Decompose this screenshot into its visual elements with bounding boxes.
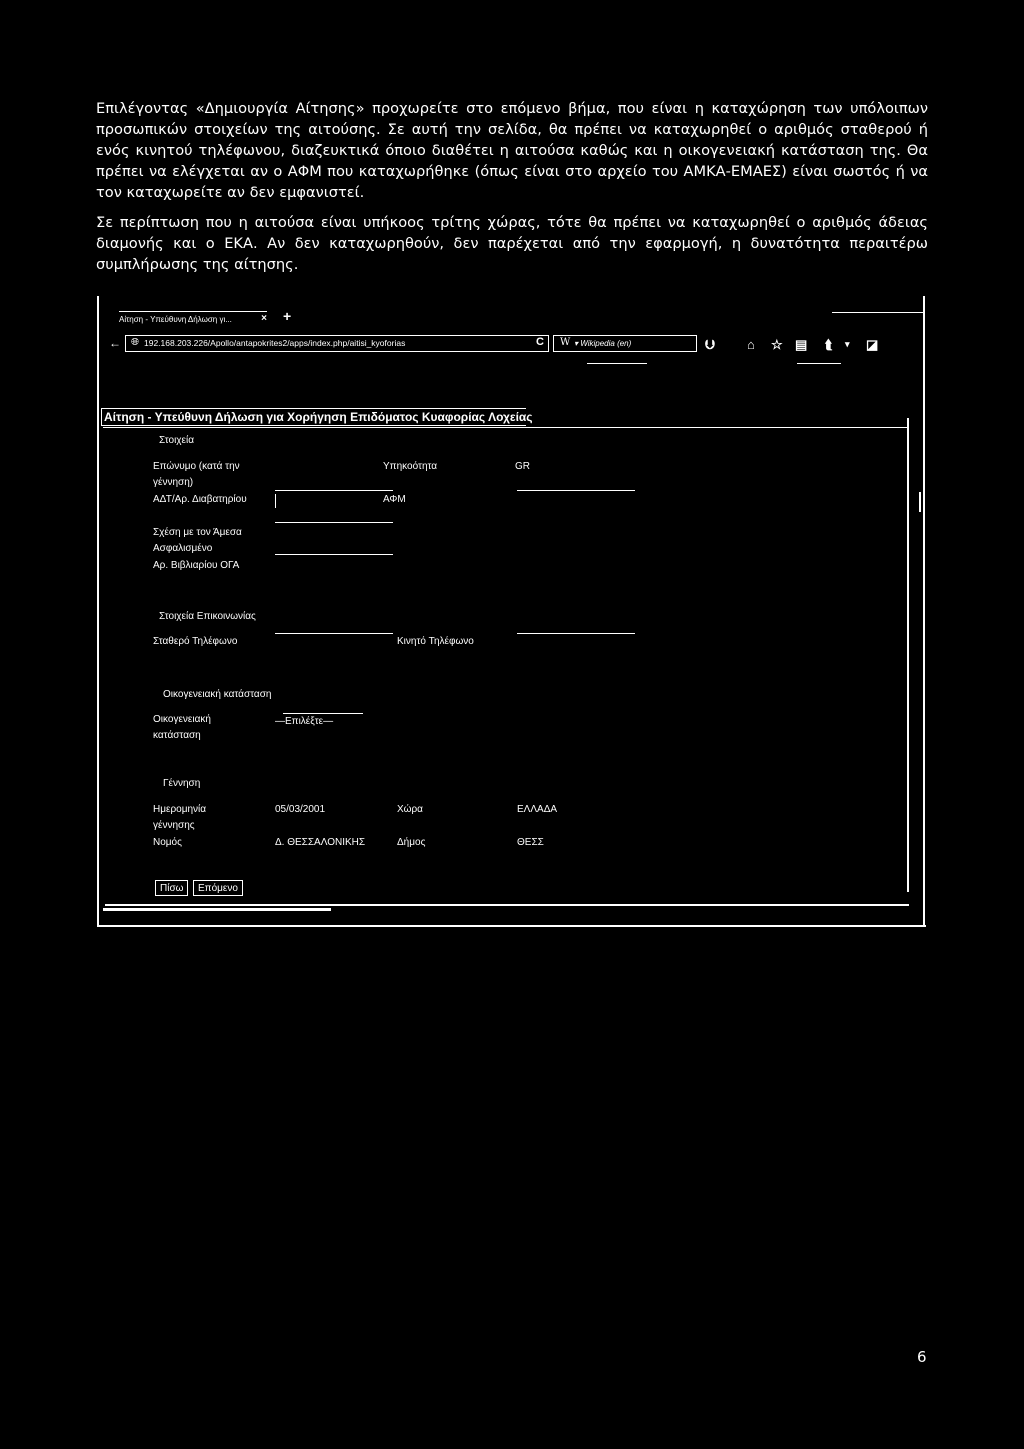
prefecture-value: Δ. ΘΕΣΣΑΛΟΝΙΚΗΣ [275, 837, 366, 848]
download-icon[interactable]: ⮋ [705, 337, 715, 352]
citizenship-label: Υπηκοότητα [383, 461, 438, 472]
home-icon[interactable]: ⌂ [747, 337, 755, 352]
page-title: Αίτηση - Υπεύθυνη Δήλωση για Χορήγηση Επιδόματος Κυαφορίας Λοχείας [101, 408, 526, 426]
prefecture-label: Νομός [153, 837, 182, 848]
relation-select[interactable] [275, 554, 393, 555]
page-number: 6 [917, 1348, 927, 1366]
surname-label: Επώνυμο (κατά την γέννηση) [153, 461, 240, 488]
window-edge-line [832, 312, 924, 313]
citizenship-input[interactable] [517, 490, 635, 491]
country-label: Χώρα [397, 804, 423, 815]
chevron-icon[interactable]: ⮬ [825, 337, 833, 352]
wikipedia-icon: W [560, 337, 571, 348]
menu-icon[interactable]: ◪ [866, 337, 879, 352]
close-tab-icon[interactable]: × [261, 313, 267, 324]
municipality-label: Δήμος [397, 837, 426, 848]
divider [587, 363, 647, 364]
landline-label: Σταθερό Τηλέφωνο [153, 636, 238, 647]
mobile-label: Κινητό Τηλέφωνο [397, 636, 474, 647]
birthdate-value: 05/03/2001 [275, 804, 326, 815]
divider [797, 363, 841, 364]
section-contact: Στοιχεία Επικοινωνίας [159, 611, 256, 622]
mobile-input[interactable] [517, 633, 635, 634]
reload-icon[interactable]: C [536, 336, 544, 348]
content-right-border [907, 418, 909, 892]
third-country-paragraph: Σε περίπτωση που η αιτούσα είναι υπήκοος τρίτης χώρας, τότε θα πρέπει να καταχωρηθεί ο αριθμός άδειας διαμονής και ο ΕΚΑ. Αν δεν καταχωρηθούν, δεν παρέχεται από την εφαρμογή, η δυνατότητα περαιτέρω συμπλήρωσης της αίτησης. [96, 214, 928, 273]
back-icon[interactable]: ← [109, 336, 121, 350]
citizenship-value: GR [515, 461, 530, 472]
next-button[interactable]: Επόμενο [193, 880, 243, 896]
oga-label: Αρ. Βιβλιαρίου ΟΓΑ [153, 560, 240, 571]
adt-input[interactable] [275, 522, 393, 523]
landline-input[interactable] [275, 633, 393, 634]
new-tab-icon[interactable]: + [283, 308, 292, 324]
section-birth: Γέννηση [163, 778, 201, 789]
scroll-indicator [919, 492, 921, 512]
municipality-value: ΘΕΣΣ [517, 837, 544, 848]
app-screenshot [97, 296, 927, 927]
back-button[interactable]: Πίσω [155, 880, 188, 896]
birthdate-label: Ημερομηνία γέννησης [153, 804, 207, 831]
clipboard-icon[interactable]: ▤ [795, 337, 808, 352]
country-value: ΕΛΛΑΔΑ [517, 804, 558, 815]
section-personal: Στοιχεία [159, 435, 195, 446]
address-bar[interactable] [125, 335, 549, 352]
browser-tab[interactable] [119, 311, 267, 331]
star-icon[interactable]: ☆ [771, 337, 783, 352]
section-family: Οικογενειακή κατάσταση [163, 689, 272, 700]
search-bar[interactable] [553, 335, 697, 352]
afm-label: ΑΦΜ [383, 494, 406, 505]
title-underline [103, 427, 909, 428]
family-select[interactable]: —Επιλέξτε— [275, 716, 334, 727]
horizontal-scrollbar[interactable] [103, 908, 331, 911]
form-page [103, 408, 909, 916]
search-placeholder: ▾ Wikipedia (en) [574, 339, 632, 348]
surname-input[interactable] [275, 490, 393, 491]
text-cursor [275, 494, 276, 508]
globe-icon: 🌐︎ [131, 337, 139, 348]
relation-label: Σχέση με τον Άμεσα Ασφαλισμένο [153, 527, 242, 554]
content-bottom-border [105, 904, 909, 906]
adt-label: ΑΔΤ/Αρ. Διαβατηρίου [153, 494, 247, 505]
dropdown-arrow-icon[interactable]: ▾ [845, 339, 850, 349]
window-right-edge [923, 296, 925, 927]
family-label: Οικογενειακή κατάσταση [153, 714, 211, 741]
tab-title: Αίτηση - Υπεύθυνη Δήλωση γι... [119, 315, 232, 324]
intro-paragraph: Επιλέγοντας «Δημιουργία Αίτησης» προχωρείτε στο επόμενο βήμα, που είναι η καταχώρηση των υπόλοιπων προσωπικών στοιχείων της αιτούσης. Σε αυτή την σελίδα, θα πρέπει να καταχωρηθεί ο αριθμός σταθερού ή ενός κινητού τηλέφωνου, διαζευκτικά όποιο διαθέτει η αιτούσα καθώς και η οικογενειακή κατάσταση της. Θα πρέπει να ελέγχεται αν ο ΑΦΜ που καταχωρήθηκε (όπως είναι στο αρχείο του ΑΜΚΑ-ΕΜΑΕΣ) είναι σωστός ή να τον καταχωρείτε αν δεν εμφανιστεί. [96, 100, 928, 201]
url-text: 192.168.203.226/Apollo/antapokrites2/apps/index.php/aitisi_kyoforias [144, 338, 406, 348]
